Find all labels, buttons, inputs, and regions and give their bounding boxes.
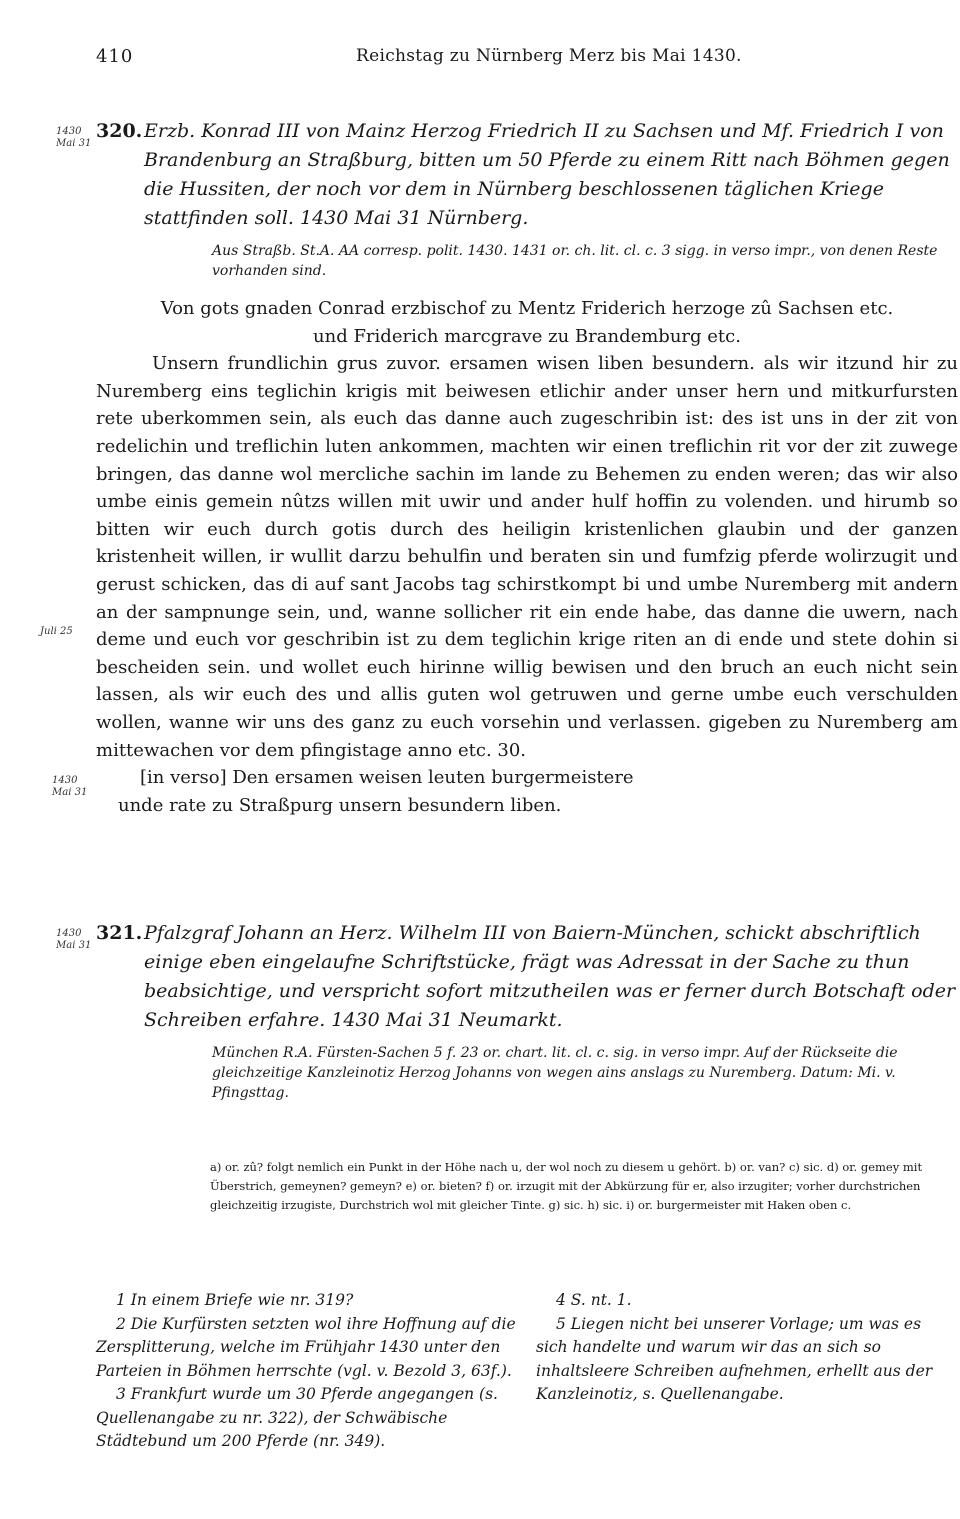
letter-text-320 [96, 295, 958, 819]
page-number: 410 [96, 46, 134, 67]
document-number-320: 320. [96, 120, 143, 142]
margin-date-320-b: 1430 Mai 31 [52, 775, 88, 798]
page-header [0, 40, 960, 70]
margin-date-july: Juli 25 [40, 626, 73, 637]
document-321 [96, 919, 958, 1103]
footnotes-right-column [536, 1289, 956, 1407]
footnote-5: 5 Liegen nicht bei unserer Vorlage; um was es sich handelte und warum wir das an sich so inhaltsleere Schreiben aufnehmen, erhellt aus der Kanzleinotiz, s. Quellenangabe. [536, 1314, 933, 1403]
document-number-321: 321. [96, 922, 143, 944]
critical-apparatus: a) or. zû? folgt nemlich ein Punkt in der Höhe nach u, der wol noch zu diesem u gehört. b) or. van? c) sic. d) or. gemey mit Überstrich, gemeynen? gemeyn? e) or. bieten? f) or. irzugit mit der Abkürzung für er, also irzugiter; vorher durchstrichen gleichzeitig irzugiste, Durchstrich wol mit gleicher Tinte. g) sic. h) sic. i) or. burgermeister mit Haken oben c. [210, 1160, 923, 1212]
running-title: Reichstag zu Nürnberg Merz bis Mai 1430. [356, 46, 742, 66]
letter-address-2: unde rate zu Straßpurg unsern besundern liben. [118, 794, 562, 816]
footnote-4: 4 S. nt. 1. [556, 1291, 632, 1309]
letter-address-1: [in verso] Den ersamen weisen leuten burgermeistere [140, 767, 634, 789]
letter-body: Unsern frundlichin grus zuvor. ersamen wisen liben besundern. als wir itzund hir zu Nuremberg eins teglichin krigis mit beiwesen etlichir ander unser hern und mitkurfursten rete uberkommen sein, als euch das danne auch zugeschribin ist: des ist uns in der zit von redelichin und treflichin luten ankommen, machten wir einen treflichin rit vor der zit zuwege bringen, das danne wol mercliche sachin im lande zu Behemen zu enden weren; das wir also umbe einis gemein nûtzs willen mit uwir und ander hulf hoffin zu volenden. und hirumb so bitten wir euch durch gotis durch des heiligin kristenlichen glaubin und der ganzen kristenheit willen, ir wullit darzu behulfin und beraten sin und fumfzig pferde wolirzugit und gerust schicken, das di auf sant Jacobs tag schirstkompt bi und umbe Nuremberg mit andern an der sampnunge sein, und, wanne sollicher rit ein ende habe, das danne die uwern, nach deme und euch vor geschribin ist zu dem teglichin krige riten an di ende und stete dohin si bescheiden sein. und wollet euch hirinne willig bewisen und den bruch an euch nicht sein lassen, als wir euch des und allis guten wol getruwen und gerne umbe euch verschulden wollen, wanne wir uns des ganz zu euch vorsehin und verlassen. gigeben zu Nuremberg am mittewachen vor dem pfingistage anno etc. 30. [96, 353, 958, 761]
source-note-320: Aus Straßb. St.A. AA corresp. polit. 1430. 1431 or. ch. lit. cl. c. 3 sigg. in verso impr., von denen Reste vorhanden sind. [212, 243, 938, 279]
margin-date-321: 1430 Mai 31 [56, 928, 92, 951]
letter-intitulatio-1: Von gots gnaden Conrad erzbischof zu Mentz Friderich herzoge zû Sachsen etc. [160, 298, 894, 319]
footnote-3: 3 Frankfurt wurde um 30 Pferde angegangen (s. Quellenangabe zu nr. 322), der Schwäbische Städtebund um 200 Pferde (nr. 349). [96, 1385, 498, 1450]
footnote-2: 2 Die Kurfürsten setzten wol ihre Hoffnung auf die Zersplitterung, welche im Frühjahr 1430 unter den Parteien in Böhmen herrschte (vgl. v. Bezold 3, 63f.). [96, 1314, 516, 1380]
margin-date-320: 1430 Mai 31 [56, 126, 92, 149]
regest-320: 320.Erzb. Konrad III von Mainz Herzog Friedrich II zu Sachsen und Mf. Friedrich I von Brandenburg an Straßburg, bitten um 50 Pferde zu einem Ritt nach Böhmen gegen die Hussiten, der noch vor dem in Nürnberg beschlossenen täglichen Kriege stattfinden soll. 1430 Mai 31 Nürnberg. [96, 117, 958, 233]
footnotes-left-column [96, 1289, 516, 1454]
regest-321: 321.Pfalzgraf Johann an Herz. Wilhelm III von Baiern-München, schickt abschriftlich einige eben eingelaufne Schriftstücke, frägt was Adressat in der Sache zu thun beabsichtige, und verspricht sofort mitzutheilen was er ferner durch Botschaft oder Schreiben erfahre. 1430 Mai 31 Neumarkt. [96, 919, 958, 1035]
letter-intitulatio-2: und Friderich marcgrave zu Brandemburg etc. [313, 325, 741, 347]
footnote-1: 1 In einem Briefe wie nr. 319? [116, 1291, 354, 1309]
document-320 [96, 117, 958, 819]
source-note-321: München R.A. Fürsten-Sachen 5 f. 23 or. chart. lit. cl. c. sig. in verso impr. Auf der Rückseite die gleichzeitige Kanzleinotiz Herzog Johanns von wegen ains anslags zu Nuremberg. Datum: Mi. v. Pfingsttag. [212, 1045, 898, 1101]
